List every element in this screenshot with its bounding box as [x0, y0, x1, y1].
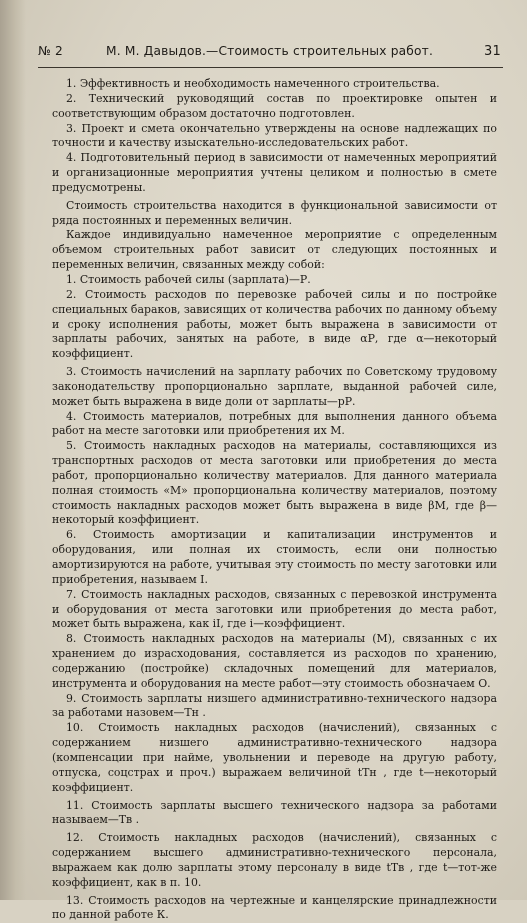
paragraph: 2. Технический руководящий состав по проектировке опытен и соответствующим образом достаточно подготовлен.: [52, 91, 497, 120]
paragraph: 3. Стоимость начислений на зарплату рабочих по Советскому трудовому законодательству пропорционально зарплате, выданной рабочей силе, может быть выражена в виде доли от зарплаты—рР.: [52, 365, 497, 408]
paragraph: Каждое индивидуально намеченное мероприятие с определенным объемом строительных работ зависит от следующих постоянных и переменных величин, связанных между собой:: [52, 228, 497, 272]
paragraph: Стоимость строительства находится в функциональной зависимости от ряда постоянных и переменных величин.: [52, 198, 497, 227]
paragraph: 12. Стоимость накладных расходов (начислений), связанных с содержанием высшего административно-технического персонала, выражаем как долю зарплаты этому персоналу в виде tТв , где t—тот-же коэффициент, как в п. 10.: [52, 831, 497, 889]
paragraph: 4. Подготовительный период в зависимости от намеченных мероприятий и организационные мероприятия учтены целиком и полностью в смете предусмотрены.: [52, 151, 497, 194]
header-rule: [38, 67, 503, 68]
paragraph: 4. Стоимость материалов, потребных для выполнения данного объема работ на месте заготовки или приобретения их М.: [52, 409, 497, 438]
paragraph: 8. Стоимость накладных расходов на материалы (М), связанных с их хранением до израсходования, составляется из расходов по хранению, содержанию (постройке) складочных помещений для материалов, инструмента и оборудования на месте работ—эту стоимость обозначаем О.: [52, 632, 497, 690]
issue-number: № 2: [38, 44, 63, 58]
paragraph: 1. Стоимость рабочей силы (зарплата)—Р.: [66, 272, 311, 286]
paragraph: 10. Стоимость накладных расходов (начислений), связанных с содержанием низшего административно-технического надзора (компенсации при найме, увольнении и переводе на другую работу, отпуска, соцстрах и проч.) выражаем величиной tТн , где t—некоторый коэффициент.: [52, 721, 497, 794]
paragraph: 3. Проект и смета окончательно утверждены на основе надлежащих по точности и качеству изыскательно-исследовательских работ.: [52, 121, 497, 150]
paragraph: 13. Стоимость расходов на чертежные и канцелярские принадлежности по данной работе К.: [52, 893, 497, 922]
paragraph: 7. Стоимость накладных расходов, связанных с перевозкой инструмента и оборудования от места заготовки или приобретения до места работ, может быть выражена, как iI, где i—коэффициент.: [52, 587, 497, 631]
paragraph: 5. Стоимость накладных расходов на материалы, составляющихся из транспортных расходов от места заготовки или приобретения до места работ, пропорционально количеству материалов. Для данного материала полная стоимость «М» пропорциональна количеству материалов, поэтому стоимость накладных расходов может быть выражена в виде βМ, где β—некоторый коэффициент.: [52, 439, 497, 527]
paragraph: 9. Стоимость зарплаты низшего административно-технического надзора за работами назовем—Тн .: [52, 691, 497, 720]
paragraph: 1. Эффективность и необходимость намеченного строительства.: [66, 77, 440, 90]
paragraph: 11. Стоимость зарплаты высшего технического надзора за работами называем—Тв .: [52, 798, 497, 827]
running-title: М. М. Давыдов.—Стоимость строительных работ.: [106, 44, 434, 58]
page-number: 31: [484, 44, 501, 59]
running-header: [38, 44, 501, 66]
paragraph: 6. Стоимость амортизации и капитализации инструментов и оборудования, или полная их стоимость, если они полностью амортизируются на работе, учитывая эту стоимость по месту заготовки или приобретения, называем I.: [52, 528, 497, 586]
body-text: [52, 77, 497, 923]
paragraph: 2. Стоимость расходов по перевозке рабочей силы и по постройке специальных бараков, зависящих от количества рабочих по данному объему и сроку исполнения работы, может быть выражена в зависимости от зарплаты рабочих, занятых на работе, в виде αР, где α—некоторый коэффициент.: [52, 287, 497, 361]
